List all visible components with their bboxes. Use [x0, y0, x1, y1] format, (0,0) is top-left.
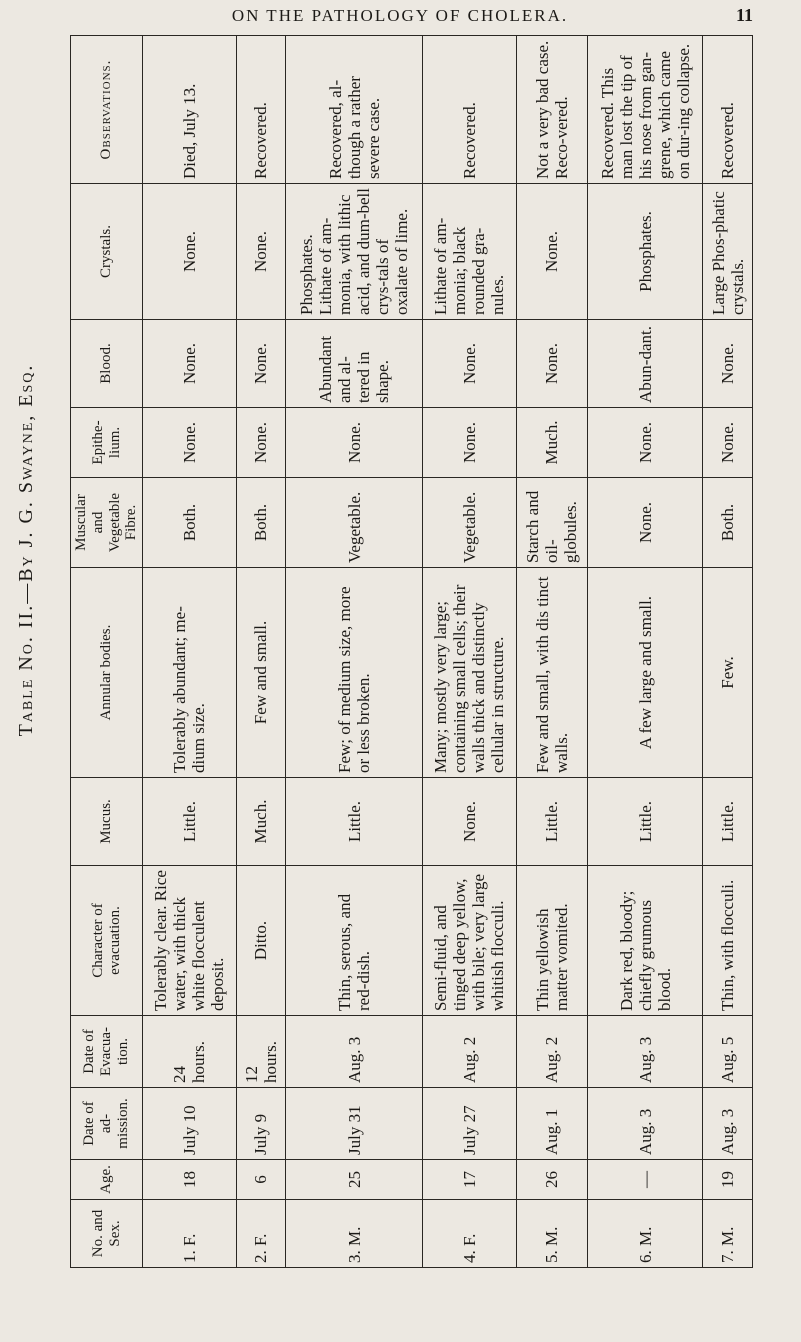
- cell-mucus: Little.: [286, 778, 423, 866]
- cholera-cases-table: [70, 35, 753, 1268]
- cell-blood: None.: [516, 320, 587, 408]
- cell-admission: July 9: [236, 1088, 286, 1160]
- cell-mucus: Much.: [236, 778, 286, 866]
- cell-age: 17: [423, 1160, 516, 1200]
- cell-observations: Died, July 13.: [143, 36, 236, 184]
- cell-annular: Few and small, with dis tinct walls.: [516, 568, 587, 778]
- cell-blood: Abundant and al-tered in shape.: [286, 320, 423, 408]
- cell-observations: Not a very bad case. Reco-vered.: [516, 36, 587, 184]
- cell-observations: Recovered.: [703, 36, 753, 184]
- cell-mucus: Little.: [516, 778, 587, 866]
- cell-fibre: Starch and oil-globules.: [516, 478, 587, 568]
- col-header-age: Age.: [71, 1160, 143, 1200]
- cell-age: 18: [143, 1160, 236, 1200]
- cell-blood: Abun-dant.: [588, 320, 703, 408]
- table-row: [423, 36, 516, 1268]
- cell-epithelium: None.: [143, 408, 236, 478]
- cell-crystals: Phosphates.: [588, 184, 703, 320]
- col-header-mucus: Mucus.: [71, 778, 143, 866]
- cell-fibre: Both.: [143, 478, 236, 568]
- cell-fibre: Vegetable.: [423, 478, 516, 568]
- cell-no-sex: 1. F.: [143, 1200, 236, 1268]
- col-header-fibre: Muscular and Vegetable Fibre.: [71, 478, 143, 568]
- cell-fibre: Vegetable.: [286, 478, 423, 568]
- cell-admission: Aug. 3: [703, 1088, 753, 1160]
- cell-fibre: Both.: [703, 478, 753, 568]
- col-header-observations: Observations.: [71, 36, 143, 184]
- cell-no-sex: 3. M.: [286, 1200, 423, 1268]
- rotated-table-wrapper: [70, 36, 753, 1268]
- cell-character: Thin yellowish matter vomited.: [516, 866, 587, 1016]
- cell-observations: Recovered, al-though a rather severe case.: [286, 36, 423, 184]
- col-header-annular: Annular bodies.: [71, 568, 143, 778]
- table-row: [236, 36, 286, 1268]
- cell-epithelium: None.: [286, 408, 423, 478]
- cell-age: 26: [516, 1160, 587, 1200]
- col-header-evacuation-date: Date of Evacua-tion.: [71, 1016, 143, 1088]
- cell-character: Semi-fluid, and tinged deep yellow, with bile; very large whitish flocculi.: [423, 866, 516, 1016]
- col-header-character: Character of evacuation.: [71, 866, 143, 1016]
- cell-crystals: None.: [236, 184, 286, 320]
- cell-evacuation-date: 12 hours.: [236, 1016, 286, 1088]
- cell-age: 19: [703, 1160, 753, 1200]
- cell-epithelium: Much.: [516, 408, 587, 478]
- cell-epithelium: None.: [236, 408, 286, 478]
- cell-no-sex: 4. F.: [423, 1200, 516, 1268]
- cell-character: Dark red, bloody; chiefly grumous blood.: [588, 866, 703, 1016]
- cell-annular: Tolerably abundant; me-dium size.: [143, 568, 236, 778]
- cell-epithelium: None.: [423, 408, 516, 478]
- cell-crystals: Phosphates. Lithate of am-monia, with lithic acid, and dum-bell crys-tals of oxalate of lime.: [286, 184, 423, 320]
- col-header-blood: Blood.: [71, 320, 143, 408]
- cell-annular: A few large and small.: [588, 568, 703, 778]
- cell-blood: None.: [236, 320, 286, 408]
- cell-crystals: None.: [516, 184, 587, 320]
- col-header-no-sex: No. and Sex.: [71, 1200, 143, 1268]
- page-header: [0, 0, 801, 30]
- cell-epithelium: None.: [703, 408, 753, 478]
- cell-evacuation-date: Aug. 3: [588, 1016, 703, 1088]
- cell-evacuation-date: 24 hours.: [143, 1016, 236, 1088]
- cell-age: —: [588, 1160, 703, 1200]
- cell-age: 6: [236, 1160, 286, 1200]
- table-row: [286, 36, 423, 1268]
- table-row: [588, 36, 703, 1268]
- cell-character: Ditto.: [236, 866, 286, 1016]
- cell-crystals: Lithate of am-monia; black rounded gra-nules.: [423, 184, 516, 320]
- cell-blood: None.: [143, 320, 236, 408]
- cell-annular: Few and small.: [236, 568, 286, 778]
- header-row: [71, 36, 143, 1268]
- cell-character: Thin, with flocculi.: [703, 866, 753, 1016]
- cell-fibre: Both.: [236, 478, 286, 568]
- cell-no-sex: 2. F.: [236, 1200, 286, 1268]
- cell-observations: Recovered. This man lost the tip of his nose from gan-grene, which came on dur-ing collapse.: [588, 36, 703, 184]
- cell-admission: July 31: [286, 1088, 423, 1160]
- cell-age: 25: [286, 1160, 423, 1200]
- cell-epithelium: None.: [588, 408, 703, 478]
- col-header-crystals: Crystals.: [71, 184, 143, 320]
- running-title: ON THE PATHOLOGY OF CHOLERA.: [231, 6, 569, 25]
- cell-mucus: None.: [423, 778, 516, 866]
- cell-admission: July 27: [423, 1088, 516, 1160]
- table-row: [703, 36, 753, 1268]
- cell-no-sex: 5. M.: [516, 1200, 587, 1268]
- cell-admission: Aug. 1: [516, 1088, 587, 1160]
- cell-crystals: Large Phos-phatic crystals.: [703, 184, 753, 320]
- cell-no-sex: 7. M.: [703, 1200, 753, 1268]
- col-header-epithelium: Epithe-lium.: [71, 408, 143, 478]
- cell-evacuation-date: Aug. 3: [286, 1016, 423, 1088]
- cell-character: Tolerably clear. Rice water, with thick white flocculent deposit.: [143, 866, 236, 1016]
- cell-annular: Few; of medium size, more or less broken.: [286, 568, 423, 778]
- cell-observations: Recovered.: [236, 36, 286, 184]
- col-header-admission: Date of ad-mission.: [71, 1088, 143, 1160]
- table-row: [143, 36, 236, 1268]
- cell-mucus: Little.: [143, 778, 236, 866]
- cell-evacuation-date: Aug. 2: [423, 1016, 516, 1088]
- table-row: [516, 36, 587, 1268]
- cell-evacuation-date: Aug. 2: [516, 1016, 587, 1088]
- cell-evacuation-date: Aug. 5: [703, 1016, 753, 1088]
- cell-no-sex: 6. M.: [588, 1200, 703, 1268]
- cell-observations: Recovered.: [423, 36, 516, 184]
- table-caption: Table No. II.—By J. G. Swayne, Esq.: [15, 363, 37, 737]
- cell-character: Thin, serous, and red-dish.: [286, 866, 423, 1016]
- cell-fibre: None.: [588, 478, 703, 568]
- cell-admission: Aug. 3: [588, 1088, 703, 1160]
- cell-blood: None.: [703, 320, 753, 408]
- cell-annular: Many; mostly very large; containing small cells; their walls thick and distinctly cellular in structure.: [423, 568, 516, 778]
- cell-mucus: Little.: [588, 778, 703, 866]
- cell-admission: July 10: [143, 1088, 236, 1160]
- cell-annular: Few.: [703, 568, 753, 778]
- cell-mucus: Little.: [703, 778, 753, 866]
- cell-blood: None.: [423, 320, 516, 408]
- page-number: 11: [736, 5, 754, 25]
- cell-crystals: None.: [143, 184, 236, 320]
